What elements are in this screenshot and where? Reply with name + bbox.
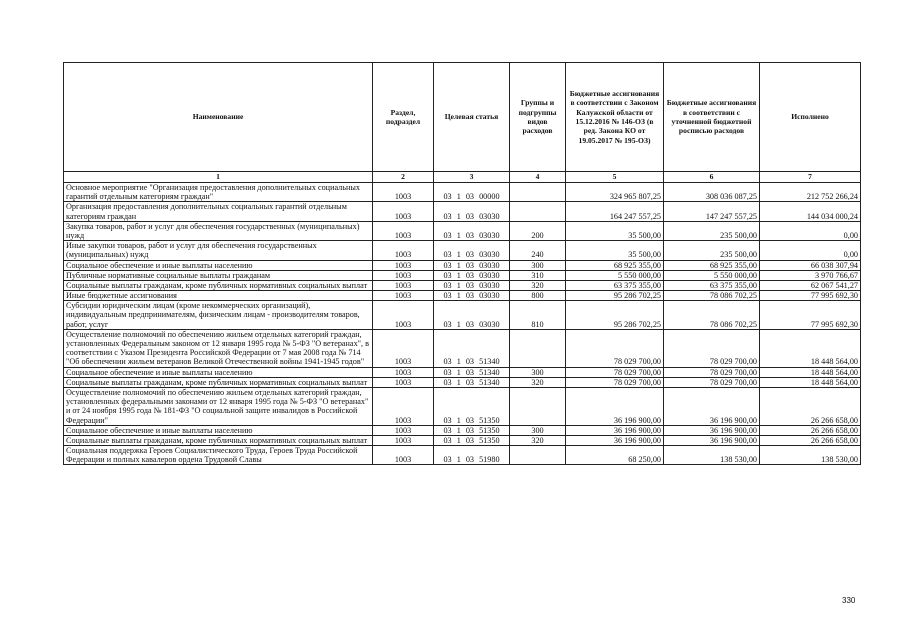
- row-refined-cell: 78 086 702,25: [664, 301, 760, 330]
- row-section-cell: 1003: [373, 221, 434, 240]
- row-section-cell: 1003: [373, 387, 434, 425]
- row-group-cell: [510, 446, 566, 465]
- row-target-cell: 03 1 03 51340: [434, 367, 510, 377]
- column-number-row: [64, 172, 861, 183]
- row-section-cell: 1003: [373, 291, 434, 301]
- row-target-cell: 03 1 03 03030: [434, 241, 510, 260]
- row-executed-cell: 26 266 658,00: [760, 425, 861, 435]
- row-group-cell: [510, 183, 566, 202]
- row-approved-cell: 95 286 702,25: [566, 301, 664, 330]
- table-row: [64, 260, 861, 270]
- budget-report-sheet: [63, 62, 861, 465]
- table-row: [64, 435, 861, 445]
- column-number: 2: [373, 172, 434, 183]
- row-executed-cell: 18 448 564,00: [760, 377, 861, 387]
- row-section-cell: 1003: [373, 435, 434, 445]
- header-executed: Исполнено: [760, 63, 861, 172]
- row-approved-cell: 36 196 900,00: [566, 387, 664, 425]
- row-approved-cell: 78 029 700,00: [566, 377, 664, 387]
- row-target-cell: 03 1 03 51350: [434, 435, 510, 445]
- row-name-cell: Социальное обеспечение и иные выплаты населению: [64, 367, 373, 377]
- row-refined-cell: 78 029 700,00: [664, 367, 760, 377]
- table-row: [64, 270, 861, 280]
- row-group-cell: 300: [510, 367, 566, 377]
- table-row: [64, 329, 861, 367]
- row-name-cell: Иные закупки товаров, работ и услуг для обеспечения государственных (муниципальных) нужд: [64, 241, 373, 260]
- row-target-cell: 03 1 03 51340: [434, 329, 510, 367]
- header-approved: Бюджетные ассигнования в соответствии с Законом Калужской области от 15.12.2016 № 146-ОЗ (в ред. Закона КО от 19.05.2017 № 195-ОЗ): [566, 63, 664, 172]
- row-name-cell: Социальное обеспечение и иные выплаты населению: [64, 425, 373, 435]
- header-section: Раздел, подраздел: [373, 63, 434, 172]
- row-section-cell: 1003: [373, 329, 434, 367]
- row-name-cell: Осуществление полномочий по обеспечению жильем отдельных категорий граждан, установленных федеральными законами от 12 января 1995 года № 5-ФЗ "О ветеранах" и от 24 ноября 1995 года № 181-ФЗ "О социальной защите инвалидов в Российской Федерации": [64, 387, 373, 425]
- row-executed-cell: 77 995 692,30: [760, 301, 861, 330]
- table-header: [64, 63, 861, 172]
- row-target-cell: 03 1 03 51340: [434, 377, 510, 387]
- row-refined-cell: 235 500,00: [664, 221, 760, 240]
- table-row: [64, 367, 861, 377]
- row-group-cell: 310: [510, 270, 566, 280]
- row-refined-cell: 147 247 557,25: [664, 202, 760, 221]
- row-target-cell: 03 1 03 03030: [434, 221, 510, 240]
- table-row: [64, 387, 861, 425]
- row-approved-cell: 78 029 700,00: [566, 367, 664, 377]
- row-name-cell: Закупка товаров, работ и услуг для обеспечения государственных (муниципальных) нужд: [64, 221, 373, 240]
- table-row: [64, 377, 861, 387]
- column-number: 7: [760, 172, 861, 183]
- row-approved-cell: 63 375 355,00: [566, 280, 664, 290]
- row-executed-cell: 77 995 692,30: [760, 291, 861, 301]
- header-refined: Бюджетные ассигнования в соответствии с уточненной бюджетной росписью расходов: [664, 63, 760, 172]
- table-row: [64, 446, 861, 465]
- row-refined-cell: 36 196 900,00: [664, 387, 760, 425]
- table-row: [64, 280, 861, 290]
- row-name-cell: Социальные выплаты гражданам, кроме публичных нормативных социальных выплат: [64, 377, 373, 387]
- row-group-cell: [510, 329, 566, 367]
- column-number: 1: [64, 172, 373, 183]
- row-refined-cell: 68 925 355,00: [664, 260, 760, 270]
- row-target-cell: 03 1 03 03030: [434, 291, 510, 301]
- column-number: 6: [664, 172, 760, 183]
- row-approved-cell: 5 550 000,00: [566, 270, 664, 280]
- row-section-cell: 1003: [373, 377, 434, 387]
- row-executed-cell: 3 970 766,67: [760, 270, 861, 280]
- row-target-cell: 03 1 03 03030: [434, 280, 510, 290]
- row-group-cell: [510, 387, 566, 425]
- row-group-cell: 300: [510, 260, 566, 270]
- header-target: Целевая статья: [434, 63, 510, 172]
- table-row: [64, 183, 861, 202]
- row-group-cell: 320: [510, 377, 566, 387]
- column-number: 5: [566, 172, 664, 183]
- table-row: [64, 221, 861, 240]
- row-executed-cell: 144 034 000,24: [760, 202, 861, 221]
- row-approved-cell: 36 196 900,00: [566, 425, 664, 435]
- row-target-cell: 03 1 03 51980: [434, 446, 510, 465]
- row-target-cell: 03 1 03 03030: [434, 301, 510, 330]
- row-group-cell: 810: [510, 301, 566, 330]
- row-refined-cell: 235 500,00: [664, 241, 760, 260]
- budget-table: [63, 62, 861, 465]
- row-name-cell: Публичные нормативные социальные выплаты гражданам: [64, 270, 373, 280]
- row-executed-cell: 0,00: [760, 221, 861, 240]
- row-name-cell: Осуществление полномочий по обеспечению жильем отдельных категорий граждан, установленных Федеральным законом от 12 января 1995 года № 5-ФЗ "О ветеранах", в соответствии с Указом Президента Российской Федерации от 7 мая 2008 года № 714 "Об обеспечении жильем ветеранов Великой Отечественной войны 1941-1945 годов": [64, 329, 373, 367]
- row-approved-cell: 78 029 700,00: [566, 329, 664, 367]
- row-approved-cell: 68 925 355,00: [566, 260, 664, 270]
- row-executed-cell: 62 067 541,27: [760, 280, 861, 290]
- row-target-cell: 03 1 03 00000: [434, 183, 510, 202]
- row-target-cell: 03 1 03 51350: [434, 425, 510, 435]
- header-groups: Группы и подгруппы видов расходов: [510, 63, 566, 172]
- row-target-cell: 03 1 03 03030: [434, 202, 510, 221]
- row-group-cell: 800: [510, 291, 566, 301]
- row-target-cell: 03 1 03 03030: [434, 270, 510, 280]
- row-executed-cell: 66 038 307,94: [760, 260, 861, 270]
- row-executed-cell: 26 266 658,00: [760, 387, 861, 425]
- row-refined-cell: 78 029 700,00: [664, 329, 760, 367]
- row-executed-cell: 18 448 564,00: [760, 329, 861, 367]
- column-number: 4: [510, 172, 566, 183]
- row-section-cell: 1003: [373, 260, 434, 270]
- row-section-cell: 1003: [373, 301, 434, 330]
- table-row: [64, 425, 861, 435]
- row-approved-cell: 68 250,00: [566, 446, 664, 465]
- row-refined-cell: 138 530,00: [664, 446, 760, 465]
- table-row: [64, 202, 861, 221]
- row-name-cell: Социальное обеспечение и иные выплаты населению: [64, 260, 373, 270]
- row-refined-cell: 36 196 900,00: [664, 435, 760, 445]
- row-section-cell: 1003: [373, 202, 434, 221]
- row-section-cell: 1003: [373, 446, 434, 465]
- row-name-cell: Основное мероприятие "Организация предоставления дополнительных социальных гарантий отдельным категориям граждан": [64, 183, 373, 202]
- row-group-cell: 320: [510, 435, 566, 445]
- row-section-cell: 1003: [373, 241, 434, 260]
- column-number: 3: [434, 172, 510, 183]
- row-refined-cell: 5 550 000,00: [664, 270, 760, 280]
- row-approved-cell: 35 500,00: [566, 221, 664, 240]
- row-refined-cell: 63 375 355,00: [664, 280, 760, 290]
- row-executed-cell: 0,00: [760, 241, 861, 260]
- row-name-cell: Социальные выплаты гражданам, кроме публичных нормативных социальных выплат: [64, 435, 373, 445]
- table-row: [64, 241, 861, 260]
- row-approved-cell: 164 247 557,25: [566, 202, 664, 221]
- row-name-cell: Субсидии юридическим лицам (кроме некоммерческих организаций), индивидуальным предпринимателям, физическим лицам - производителям товаров, работ, услуг: [64, 301, 373, 330]
- row-executed-cell: 26 266 658,00: [760, 435, 861, 445]
- header-name: Наименование: [64, 63, 373, 172]
- row-name-cell: Организация предоставления дополнительных социальных гарантий отдельным категориям граждан: [64, 202, 373, 221]
- row-group-cell: 300: [510, 425, 566, 435]
- row-executed-cell: 138 530,00: [760, 446, 861, 465]
- row-refined-cell: 78 029 700,00: [664, 377, 760, 387]
- table-row: [64, 291, 861, 301]
- row-refined-cell: 36 196 900,00: [664, 425, 760, 435]
- row-name-cell: Социальная поддержка Героев Социалистического Труда, Героев Труда Российской Федерации и полных кавалеров ордена Трудовой Славы: [64, 446, 373, 465]
- row-approved-cell: 324 965 807,25: [566, 183, 664, 202]
- table-body: [64, 172, 861, 465]
- row-approved-cell: 35 500,00: [566, 241, 664, 260]
- row-group-cell: 320: [510, 280, 566, 290]
- row-name-cell: Иные бюджетные ассигнования: [64, 291, 373, 301]
- row-executed-cell: 18 448 564,00: [760, 367, 861, 377]
- row-section-cell: 1003: [373, 270, 434, 280]
- row-group-cell: 200: [510, 221, 566, 240]
- row-group-cell: 240: [510, 241, 566, 260]
- row-group-cell: [510, 202, 566, 221]
- row-target-cell: 03 1 03 51350: [434, 387, 510, 425]
- page-number: 330: [842, 596, 856, 605]
- row-refined-cell: 308 036 087,25: [664, 183, 760, 202]
- row-refined-cell: 78 086 702,25: [664, 291, 760, 301]
- row-section-cell: 1003: [373, 367, 434, 377]
- row-name-cell: Социальные выплаты гражданам, кроме публичных нормативных социальных выплат: [64, 280, 373, 290]
- row-approved-cell: 36 196 900,00: [566, 435, 664, 445]
- row-section-cell: 1003: [373, 280, 434, 290]
- row-section-cell: 1003: [373, 425, 434, 435]
- row-approved-cell: 95 286 702,25: [566, 291, 664, 301]
- row-executed-cell: 212 752 266,24: [760, 183, 861, 202]
- row-section-cell: 1003: [373, 183, 434, 202]
- row-target-cell: 03 1 03 03030: [434, 260, 510, 270]
- table-row: [64, 301, 861, 330]
